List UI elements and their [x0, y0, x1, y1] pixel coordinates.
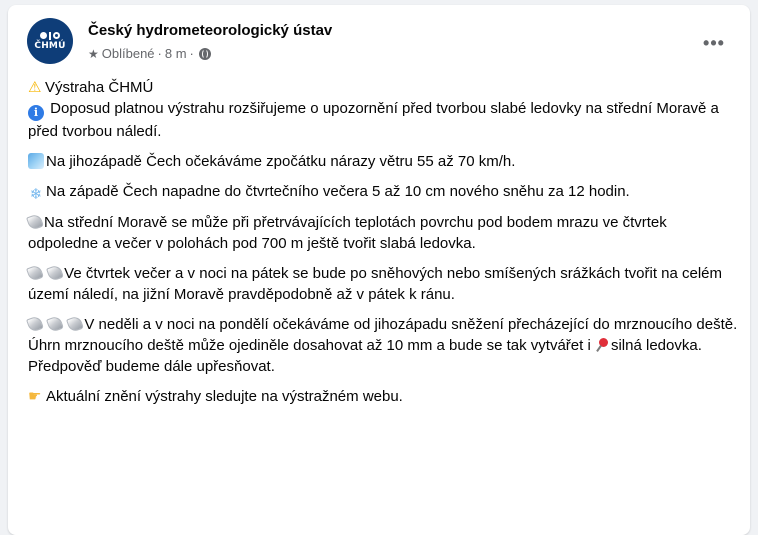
- pointing-hand-icon: ☛: [28, 388, 42, 405]
- info-icon: i: [28, 105, 44, 121]
- post-paragraph: [28, 151, 740, 172]
- post-meta: [88, 46, 211, 61]
- ice-icon: [26, 213, 44, 231]
- snowflake-icon: ❄: [29, 186, 43, 203]
- meta-separator: ·: [157, 46, 162, 61]
- globe-icon[interactable]: [199, 48, 211, 60]
- post-paragraph: [28, 181, 740, 203]
- post-body: [28, 77, 740, 416]
- ice-icon: [46, 264, 64, 282]
- post-card: [8, 5, 750, 535]
- paragraph-text: Doposud platnou výstrahu rozšiřujeme o upozornění před tvorbou slabé ledovky na střední Moravě a před tvorbou náledí.: [28, 100, 719, 140]
- paragraph-text: Ve čtvrtek večer a v noci na pátek se bude po sněhových nebo smíšených srážkách tvořit na celém území náledí, na jižní Moravě pravděpodobně až v pátek k ránu.: [28, 265, 723, 303]
- post-title: Výstraha ČHMÚ: [45, 79, 154, 96]
- wind-icon: [28, 153, 44, 169]
- page-name-link[interactable]: Český hydrometeorologický ústav: [88, 22, 333, 39]
- favorite-label[interactable]: Oblíbené: [101, 46, 155, 61]
- more-options-button[interactable]: •••: [703, 32, 725, 53]
- post-header: [20, 15, 738, 65]
- ice-icon: [46, 315, 64, 333]
- logo-mark-icon: [40, 32, 60, 40]
- ice-icon: [26, 315, 44, 333]
- post-paragraph: [28, 386, 740, 407]
- post-paragraph: [28, 314, 740, 377]
- pushpin-icon: [595, 338, 609, 352]
- paragraph-text: Na jihozápadě Čech očekáváme zpočátku nárazy větru 55 až 70 km/h.: [46, 153, 516, 170]
- paragraph-text: V neděli a v noci na pondělí očekáváme od jihozápadu sněžení přecházející do mrznoucího deště. Úhrn mrznoucího deště může ojediněle dosahovat až 10 mm a bude se tak vytvářet i: [28, 316, 738, 354]
- star-icon: ★: [88, 46, 99, 61]
- post-paragraph: [28, 263, 740, 305]
- avatar[interactable]: [27, 18, 73, 64]
- warning-icon: ⚠: [28, 79, 42, 96]
- paragraph-text: silná ledovka. Předpověď budeme dále upřesňovat.: [28, 337, 702, 375]
- ice-icon: [26, 264, 44, 282]
- paragraph-text: Aktuální znění výstrahy sledujte na výstražném webu.: [46, 388, 403, 405]
- avatar-text: ČHMÚ: [34, 40, 66, 51]
- paragraph-text: Na západě Čech napadne do čtvrtečního večera 5 až 10 cm nového sněhu za 12 hodin.: [46, 183, 630, 200]
- post-paragraph: [28, 212, 740, 254]
- post-paragraph: [28, 98, 740, 142]
- meta-separator: ·: [189, 46, 194, 61]
- ice-icon: [66, 315, 84, 333]
- paragraph-text: Na střední Moravě se může při přetrvávajících teplotách povrchu pod bodem mrazu ve čtvrtek odpoledne a večer v polohách pod 700 m ještě tvořit slabá ledovka.: [28, 214, 667, 252]
- post-paragraph: [28, 77, 740, 98]
- post-time-link[interactable]: 8 m: [164, 46, 187, 61]
